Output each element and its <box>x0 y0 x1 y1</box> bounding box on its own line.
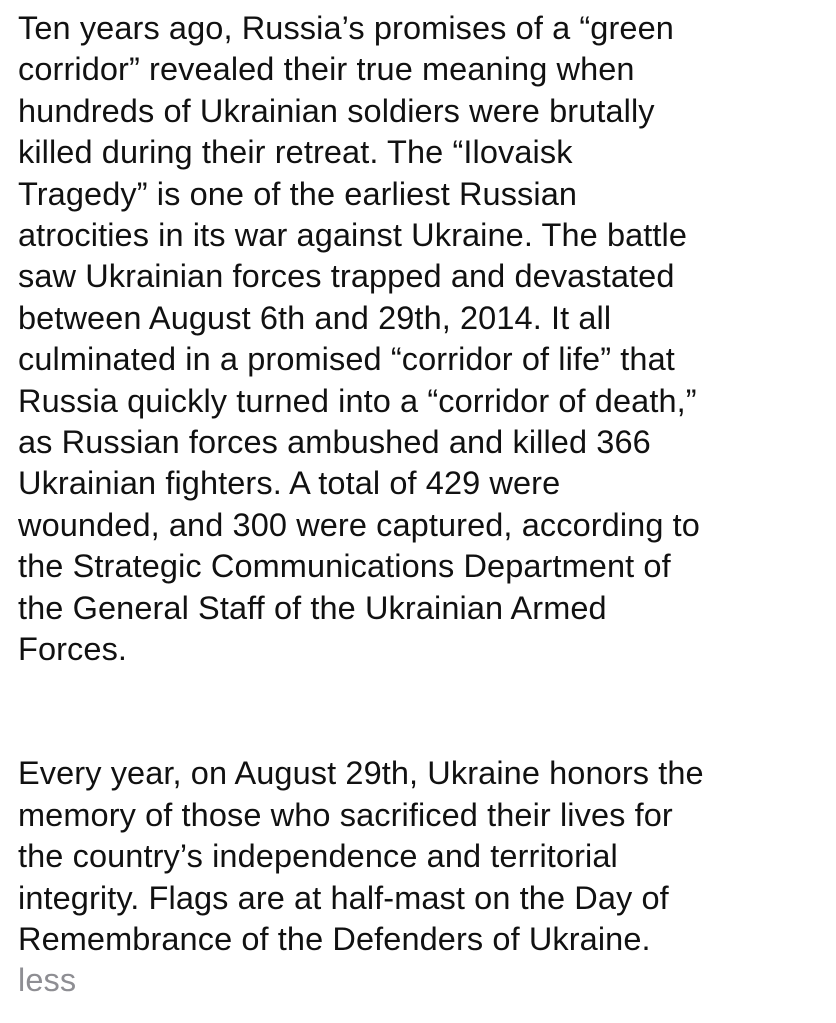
text-line: between August 6th and 29th, 2014. It all <box>18 299 612 336</box>
text-line: Ten years ago, Russia’s promises of a “green <box>18 10 674 46</box>
less-link[interactable]: less <box>18 962 77 999</box>
text-line: integrity. Flags are at half-mast on the Day of <box>18 879 669 916</box>
text-line: Remembrance of the Defenders of Ukraine. <box>18 920 651 957</box>
text-line: killed during their retreat. The “Ilovaisk <box>18 134 573 171</box>
text-line: saw Ukrainian forces trapped and devastated <box>18 258 675 295</box>
text-line: memory of those who sacrificed their lives for <box>18 796 673 833</box>
text-line: Forces. <box>18 631 128 668</box>
text-line: Russia quickly turned into a “corridor of death,” <box>18 382 697 419</box>
text-line: Every year, on August 29th, Ukraine honors the <box>18 755 704 792</box>
text-line: the country’s independence and territorial <box>18 838 618 875</box>
post-paragraph-1 <box>18 8 828 671</box>
text-line: Tragedy” is one of the earliest Russian <box>18 175 578 212</box>
text-line: culminated in a promised “corridor of life” that <box>18 341 675 378</box>
text-line: wounded, and 300 were captured, according to <box>18 506 700 543</box>
text-line: hundreds of Ukrainian soldiers were brutally <box>18 92 655 129</box>
text-line: atrocities in its war against Ukraine. The battle <box>18 217 688 254</box>
text-line: the Strategic Communications Department of <box>18 548 671 585</box>
text-line: Ukrainian fighters. A total of 429 were <box>18 465 561 502</box>
text-line: corridor” revealed their true meaning when <box>18 51 635 88</box>
text-line: as Russian forces ambushed and killed 366 <box>18 424 651 461</box>
post-body <box>18 8 828 1002</box>
post-paragraph-2 <box>18 753 828 960</box>
paragraph-spacer <box>18 671 828 754</box>
text-line: the General Staff of the Ukrainian Armed <box>18 589 607 626</box>
